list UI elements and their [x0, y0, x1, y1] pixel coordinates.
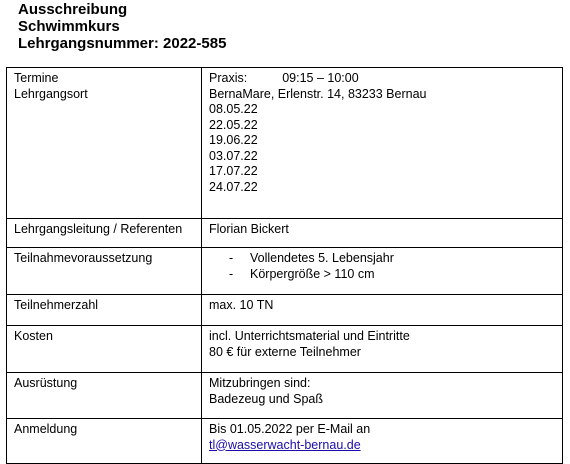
date-item: 03.07.22 [209, 148, 258, 163]
row-leitung [7, 219, 563, 248]
row-kosten [7, 326, 563, 373]
date-item: 19.06.22 [209, 133, 258, 147]
requirement-list [209, 251, 556, 282]
kosten-line-2: 80 € für externe Teilnehmer [209, 344, 361, 359]
bullet-dash: - [229, 251, 234, 265]
heading-course: Schwimmkurs [18, 18, 120, 35]
document-heading [18, 1, 226, 52]
label-kosten: Kosten [7, 326, 202, 373]
requirement-text: Körpergröße > 110 cm [250, 266, 375, 281]
praxis-time: 09:15 – 10:00 [282, 71, 359, 85]
kosten-line-1: incl. Unterrichtsmaterial und Eintritte [209, 329, 410, 343]
label-cell-termine [7, 68, 202, 219]
praxis-label: Praxis: [209, 71, 248, 85]
requirement-item [229, 267, 556, 283]
date-item: 08.05.22 [209, 102, 258, 116]
value-cell-ausruestung [202, 373, 563, 419]
label-leitung: Lehrgangsleitung / Referenten [7, 219, 202, 248]
value-leitung: Florian Bickert [202, 219, 563, 248]
value-cell-voraussetzung [202, 248, 563, 295]
requirement-text: Vollendetes 5. Lebensjahr [250, 251, 394, 265]
label-ausruestung: Ausrüstung [7, 373, 202, 419]
heading-course-number: Lehrgangsnummer: 2022-585 [18, 35, 227, 52]
location: BernaMare, Erlenstr. 14, 83233 Bernau [209, 86, 427, 101]
row-termine [7, 68, 563, 219]
row-anmeldung [7, 419, 563, 464]
value-cell-anmeldung [202, 419, 563, 464]
anmeldung-line-1: Bis 01.05.2022 per E-Mail an [209, 422, 371, 436]
row-ausruestung [7, 373, 563, 419]
date-item: 17.07.22 [209, 164, 258, 178]
heading-title: Ausschreibung [18, 1, 128, 18]
course-info-table [6, 67, 563, 464]
label-voraussetzung: Teilnahmevoraussetzung [7, 248, 202, 295]
value-teilnehmerzahl: max. 10 TN [202, 295, 563, 326]
ausruestung-line-1: Mitzubringen sind: [209, 376, 311, 390]
date-item: 22.05.22 [209, 117, 258, 132]
label-termine: Termine [14, 71, 59, 85]
row-voraussetzung [7, 248, 563, 295]
label-lehrgangsort: Lehrgangsort [14, 86, 88, 101]
row-teilnehmerzahl [7, 295, 563, 326]
label-anmeldung: Anmeldung [7, 419, 202, 464]
value-cell-termine [202, 68, 563, 219]
ausruestung-line-2: Badezeug und Spaß [209, 391, 323, 406]
value-cell-kosten [202, 326, 563, 373]
requirement-item [229, 251, 556, 267]
praxis-line [209, 71, 556, 87]
date-item: 24.07.22 [209, 179, 258, 194]
bullet-dash: - [229, 266, 234, 281]
email-link[interactable]: tl@wasserwacht-bernau.de [209, 437, 361, 452]
label-teilnehmerzahl: Teilnehmerzahl [7, 295, 202, 326]
